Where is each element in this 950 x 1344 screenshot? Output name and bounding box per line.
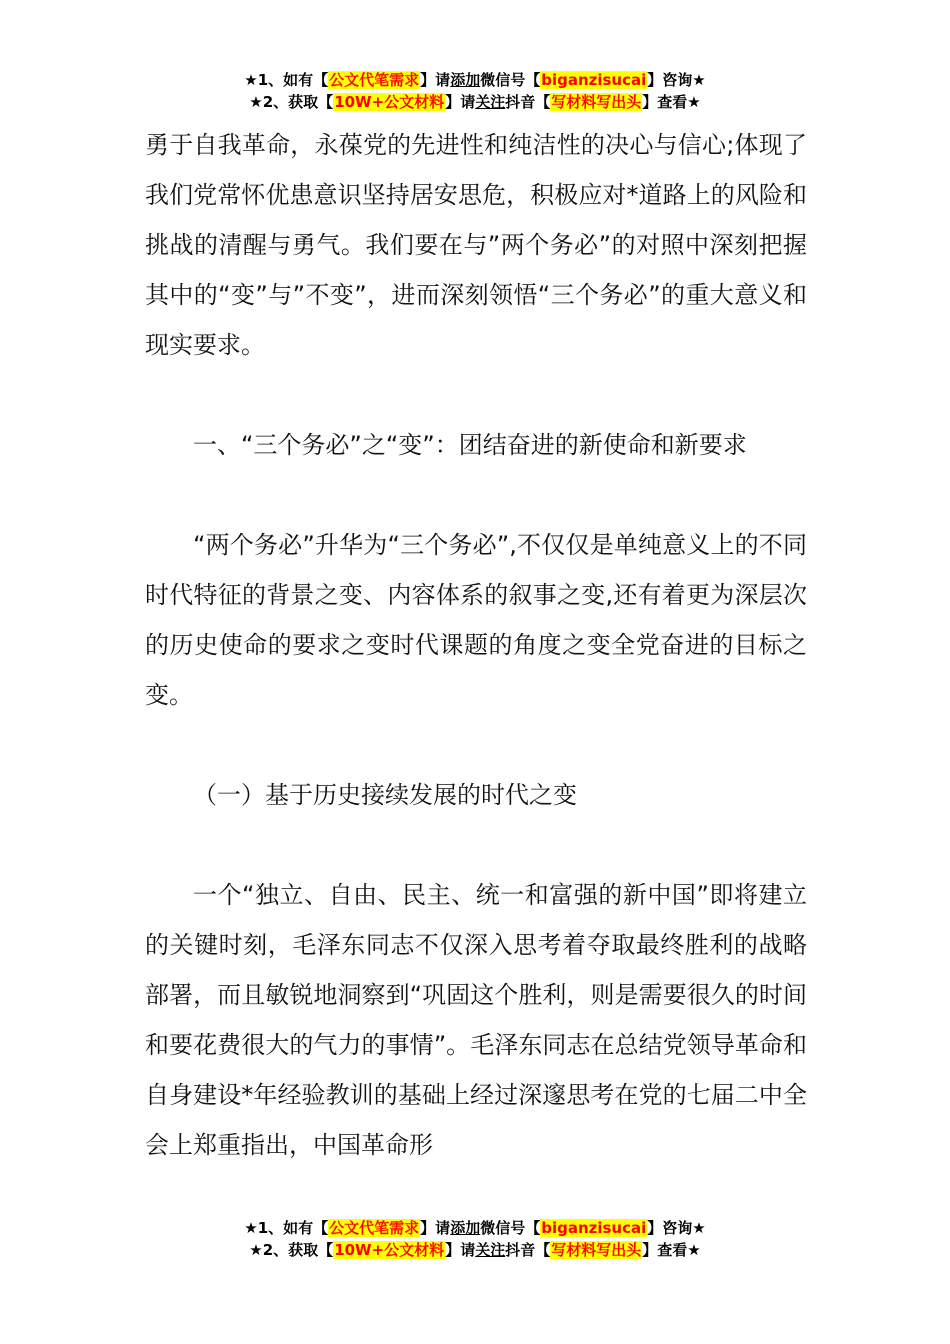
document-body: [145, 120, 807, 1170]
header-banner: [0, 69, 950, 113]
highlight-text: 写材料写出头: [551, 93, 642, 111]
banner-line-1: ★1、如有【公文代笔需求】请添加微信号【biganzisucai】咨询★: [244, 71, 706, 89]
highlight-text: biganzisucai: [541, 71, 647, 89]
banner-line-2: ★2、获取【10W+公文材料】请关注抖音【写材料写出头】查看★: [249, 93, 701, 111]
section-heading-1: 一、“三个务必”之“变”：团结奋进的新使命和新要求: [193, 431, 747, 459]
highlight-text: 公文代笔需求: [329, 1219, 420, 1237]
section-heading-2: （一）基于历史接续发展的时代之变: [193, 781, 577, 809]
highlight-text: 10W+公文材料: [334, 1241, 445, 1259]
highlight-text: 写材料写出头: [551, 1241, 642, 1259]
banner-line-1: ★1、如有【公文代笔需求】请添加微信号【biganzisucai】咨询★: [244, 1219, 706, 1237]
footer-banner: [0, 1217, 950, 1261]
highlight-text: 公文代笔需求: [329, 71, 420, 89]
paragraph-3: 一个“独立、自由、民主、统一和富强的新中国”即将建立的关键时刻，毛泽东同志不仅深入思考着夺取最终胜利的战略部署，而且敏锐地洞察到“巩固这个胜利，则是需要很久的时间和要花费很大的气力的事情”。毛泽东同志在总结党领导革命和自身建设*年经验教训的基础上经过深邃思考在党的七届二中全会上郑重指出，中国革命形: [145, 881, 807, 1159]
paragraph-2: “两个务必”升华为“三个务必”,不仅仅是单纯意义上的不同时代特征的背景之变、内容体系的叙事之变,还有着更为深层次的历史使命的要求之变时代课题的角度之变全党奋进的目标之变。: [145, 531, 807, 709]
highlight-text: 10W+公文材料: [334, 93, 445, 111]
banner-line-2: ★2、获取【10W+公文材料】请关注抖音【写材料写出头】查看★: [249, 1241, 701, 1259]
paragraph-1: 勇于自我革命，永葆党的先进性和纯洁性的决心与信心;体现了我们党常怀优患意识坚持居安思危，积极应对*道路上的风险和挑战的清醒与勇气。我们要在与”两个务必”的对照中深刻把握其中的“变”与”不变”，进而深刻领悟“三个务必”的重大意义和现实要求。: [145, 131, 807, 359]
highlight-text: biganzisucai: [541, 1219, 647, 1237]
